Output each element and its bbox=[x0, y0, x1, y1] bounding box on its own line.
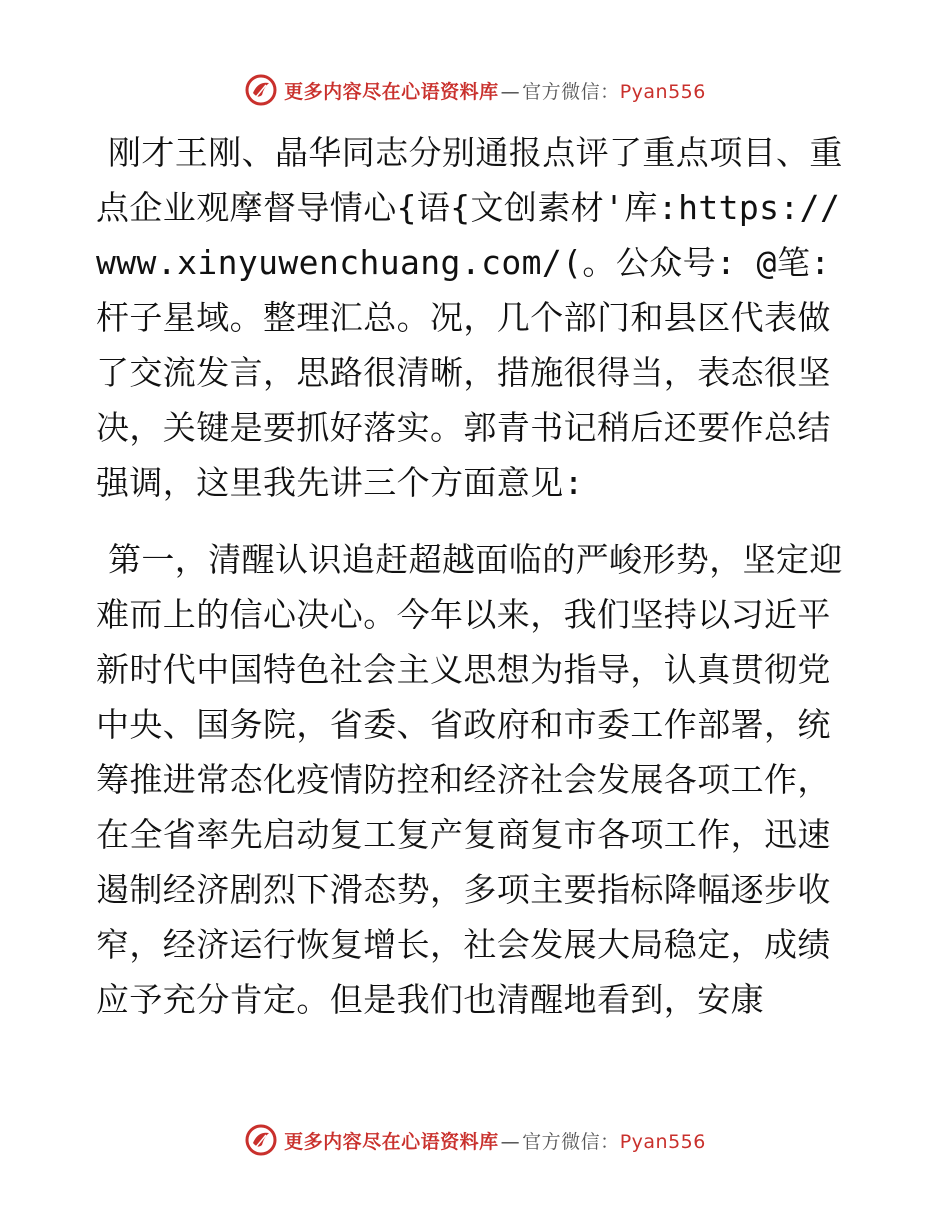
watermark-group bbox=[244, 1123, 706, 1157]
watermark-separator: — bbox=[500, 80, 521, 103]
watermark-wechat-label: 官方微信： bbox=[522, 80, 620, 103]
paragraph-2: 第一，清醒认识追赶超越面临的严峻形势，坚定迎难而上的信心决心。今年以来，我们坚持以习近平新时代中国特色社会主义思想为指导，认真贯彻党中央、国务院，省委、省政府和市委工作部署，统筹推进常态化疫情防控和经济社会发展各项工作，在全省率先启动复工复产复商复市各项工作，迅速遏制经济剧烈下滑态势，多项主要指标降幅逐步收窄，经济运行恢复增长，社会发展大局稳定，成绩应予充分肯定。但是我们也清醒地看到，安康 bbox=[96, 540, 843, 1019]
paragraph-1: 刚才王刚、晶华同志分别通报点评了重点项目、重点企业观摩督导情心{语{文创素材'库:https://www.xinyuwenchuang.com/(。公众号: @笔:杆子星域。整理汇总。况，几个部门和县区代表做了交流发言，思路很清晰，措施很得当，表态很坚决，关键是要抓好落实。郭青书记稍后还要作总结强调，这里我先讲三个方面意见: bbox=[96, 133, 843, 502]
brand-logo-icon bbox=[244, 1123, 278, 1157]
watermark-separator: — bbox=[500, 1130, 521, 1153]
watermark-brand-text: 更多内容尽在心语资料库 bbox=[284, 80, 499, 103]
document-body bbox=[96, 125, 856, 1027]
watermark-wechat-label: 官方微信： bbox=[522, 1130, 620, 1153]
watermark-text bbox=[284, 77, 706, 104]
watermark-text bbox=[284, 1127, 706, 1154]
watermark-wechat-id: Pyan556 bbox=[619, 80, 706, 103]
brand-logo-icon bbox=[244, 73, 278, 107]
footer-watermark bbox=[0, 1120, 950, 1160]
header-watermark bbox=[0, 70, 950, 110]
watermark-wechat-id: Pyan556 bbox=[619, 1130, 706, 1153]
watermark-group bbox=[244, 73, 706, 107]
watermark-brand-text: 更多内容尽在心语资料库 bbox=[284, 1130, 499, 1153]
